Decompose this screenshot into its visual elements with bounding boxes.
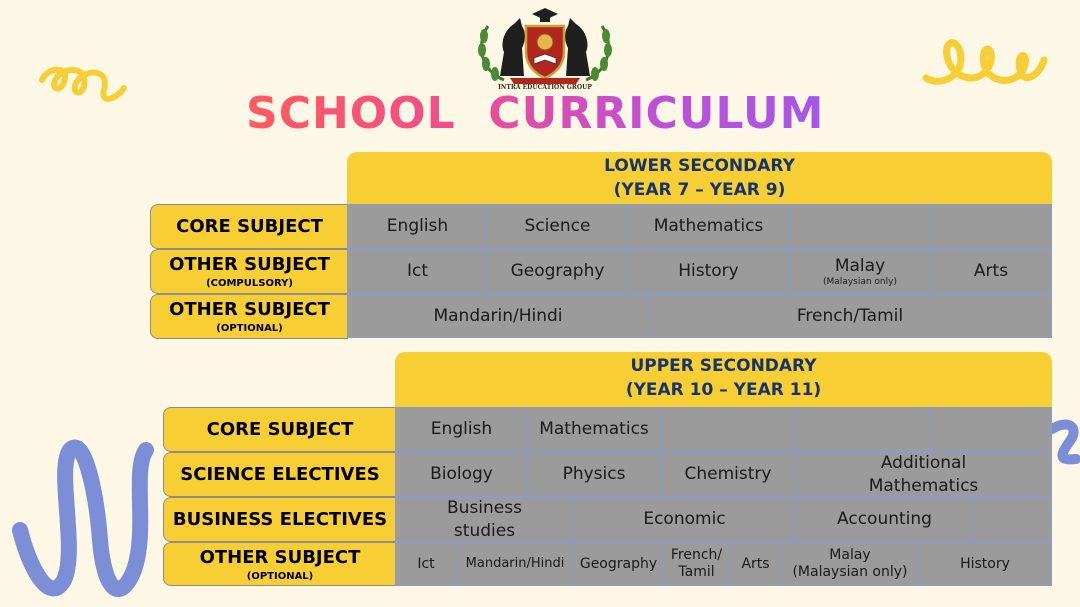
lower-secondary-heading: [347, 152, 1052, 204]
page-title: SCHOOL CURRICULUM: [246, 88, 825, 139]
yellow-squiggle-right-icon: [920, 30, 1050, 100]
malay-note: (Malaysian only): [823, 277, 897, 288]
lower-compulsory-sublabel: (COMPULSORY): [206, 278, 293, 289]
upper-optional-cell: Mandarin/Hindi: [456, 542, 574, 586]
upper-optional-cell-malay: Malay (Malaysian only): [781, 542, 919, 586]
lower-compulsory-cell: History: [627, 249, 790, 294]
upper-core-cell-empty: [660, 407, 796, 452]
upper-science-cell: Chemistry: [660, 452, 796, 497]
lower-core-cell: English: [347, 204, 488, 249]
lower-compulsory-label: OTHER SUBJECT (COMPULSORY): [150, 249, 348, 294]
upper-secondary-heading-line2: (YEAR 10 – YEAR 11): [625, 380, 822, 400]
lower-compulsory-cell: Ict: [347, 249, 488, 294]
upper-business-cell-empty: [973, 497, 1052, 542]
upper-science-cell: Biology: [395, 452, 528, 497]
upper-optional-cell: Arts: [729, 542, 782, 586]
lower-core-cell-empty: [930, 204, 1052, 249]
lower-core-cell: Science: [487, 204, 628, 249]
upper-science-label: SCIENCE ELECTIVES: [163, 452, 396, 497]
lower-optional-cell: Mandarin/Hindi: [347, 294, 649, 338]
lower-core-cell: Mathematics: [627, 204, 790, 249]
upper-business-label: BUSINESS ELECTIVES: [163, 497, 396, 542]
upper-secondary-heading-line1: UPPER SECONDARY: [630, 356, 817, 376]
lower-compulsory-cell: Geography: [487, 249, 628, 294]
upper-core-cell-empty: [928, 407, 1052, 452]
upper-optional-cell: Ict: [395, 542, 457, 586]
lower-core-cell-empty: [789, 204, 931, 249]
lower-secondary-heading-line1: LOWER SECONDARY: [604, 156, 795, 176]
upper-core-cell: English: [395, 407, 528, 452]
upper-optional-label: OTHER SUBJECT (OPTIONAL): [163, 542, 396, 586]
upper-secondary-heading: [395, 352, 1052, 407]
upper-core-cell-empty: [795, 407, 929, 452]
upper-business-cell-business-studies: Business studies: [395, 497, 574, 542]
lower-compulsory-cell: Arts: [930, 249, 1052, 294]
upper-optional-cell: History: [918, 542, 1052, 586]
blue-squiggle-left-icon: [0, 430, 170, 607]
lower-optional-sublabel: (OPTIONAL): [216, 323, 283, 334]
upper-core-label: CORE SUBJECT: [163, 407, 396, 452]
upper-optional-cell-french-tamil: French/ Tamil: [663, 542, 730, 586]
upper-optional-sublabel: (OPTIONAL): [246, 570, 314, 582]
lower-optional-label: OTHER SUBJECT (OPTIONAL): [150, 294, 348, 339]
upper-optional-cell: Geography: [573, 542, 664, 586]
lower-secondary-heading-line2: (YEAR 7 – YEAR 9): [613, 180, 786, 200]
upper-business-cell: Accounting: [795, 497, 974, 542]
upper-science-cell: Physics: [527, 452, 661, 497]
upper-science-cell-additional-math: Additional Mathematics: [795, 452, 1052, 497]
school-crest-logo-icon: [470, 4, 620, 86]
upper-business-cell: Economic: [573, 497, 796, 542]
yellow-squiggle-left-icon: [36, 60, 131, 115]
lower-optional-cell: French/Tamil: [648, 294, 1052, 338]
upper-core-cell: Mathematics: [527, 407, 661, 452]
lower-core-label: CORE SUBJECT: [150, 204, 348, 249]
lower-compulsory-cell-malay: Malay (Malaysian only): [789, 249, 931, 294]
